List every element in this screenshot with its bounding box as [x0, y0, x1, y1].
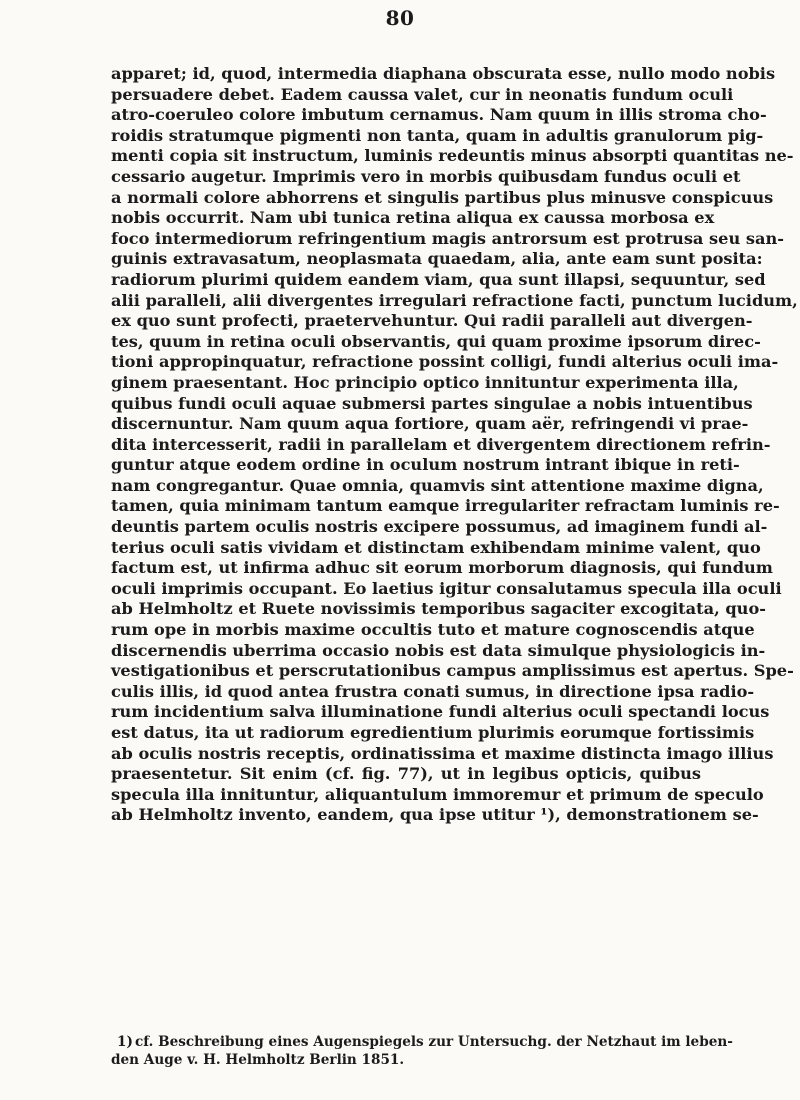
text-line: guinis extravasatum, neoplasmata quaedam, alia, ante eam sunt posita:: [111, 249, 763, 269]
text-line: quibus fundi oculi aquae submersi partes singulae a nobis intuentibus: [111, 393, 753, 413]
text-line: ab oculis nostris receptis, ordinatissima et maxime distincta imago illius: [111, 743, 774, 763]
text-line: dita intercesserit, radii in parallelam et divergentem directionem refrin-: [111, 434, 771, 454]
text-line: cessario augetur. Imprimis vero in morbis quibusdam fundus oculi et: [111, 166, 741, 186]
text-line: nobis occurrit. Nam ubi tunica retina aliqua ex caussa morbosa ex: [111, 208, 715, 228]
text-line: ab Helmholtz et Ruete novissimis temporibus sagaciter excogitata, quo-: [111, 599, 766, 619]
footnote-line: [111, 1034, 733, 1052]
text-line: discernuntur. Nam quum aqua fortiore, quam aër, refringendi vi prae-: [111, 414, 749, 434]
text-line: deuntis partem oculis nostris excipere possumus, ad imaginem fundi al-: [111, 517, 768, 537]
text-line: vestigationibus et perscrutationibus campus amplissimus est apertus. Spe-: [111, 661, 794, 681]
text-line: ab Helmholtz invento, eandem, qua ipse utitur ¹), demonstrationem se-: [111, 805, 759, 825]
text-line: factum est, ut infirma adhuc sit eorum morborum diagnosis, qui fundum: [111, 558, 773, 578]
text-line: a normali colore abhorrens et singulis partibus plus minusve conspicuus: [111, 187, 774, 207]
footnote: [111, 1034, 733, 1069]
text-line: specula illa innituntur, aliquantulum immoremur et primum de speculo: [111, 784, 764, 804]
footnote-marker: 1): [117, 1034, 133, 1050]
text-line: ginem praesentant. Hoc principio optico innituntur experimenta illa,: [111, 372, 739, 392]
text-line: est datus, ita ut radiorum egredientium plurimis eorumque fortissimis: [111, 723, 755, 742]
text-line: apparet; id, quod, intermedia diaphana obscurata esse, nullo modo nobis: [111, 64, 776, 83]
text-line: rum incidentium salva illuminatione fundi alterius oculi spectandi locus: [111, 702, 770, 722]
text-line: radiorum plurimi quidem eandem viam, qua sunt illapsi, sequuntur, sed: [111, 269, 766, 289]
text-line: alii paralleli, alii divergentes irregulari refractione facti, punctum lucidum,: [111, 290, 798, 310]
text-line: tioni appropinquatur, refractione possint colligi, fundi alterius oculi ima-: [111, 352, 779, 372]
text-line: terius oculi satis vividam et distinctam exhibendam minime valent, quo: [111, 537, 761, 557]
page-number: 80: [385, 6, 415, 30]
footnote-line: den Auge v. H. Helmholtz Berlin 1851.: [111, 1051, 405, 1068]
text-line: praesentetur. Sit enim (cf. fig. 77), ut in legibus opticis, quibus: [111, 764, 701, 784]
text-line: foco intermediorum refringentium magis antrorsum est protrusa seu san-: [111, 228, 784, 248]
text-line: roidis stratumque pigmenti non tanta, quam in adultis granulorum pig-: [111, 125, 764, 145]
text-line: atro-coeruleo colore imbutum cernamus. Nam quum in illis stroma cho-: [111, 105, 767, 125]
text-line: guntur atque eodem ordine in oculum nostrum intrant ibique in reti-: [111, 455, 740, 475]
text-line: rum ope in morbis maxime occultis tuto et mature cognoscendis atque: [111, 620, 755, 640]
text-line: tes, quum in retina oculi observantis, qui quam proxime ipsorum direc-: [111, 331, 761, 351]
footnote-text: cf. Beschreibung eines Augenspiegels zur Untersuchg. der Netzhaut im leben-: [135, 1034, 733, 1050]
text-line: persuadere debet. Eadem caussa valet, cur in neonatis fundum oculi: [111, 84, 734, 104]
text-line: oculi imprimis occupant. Eo laetius igitur consalutamus specula illa oculi: [111, 578, 782, 598]
text-line: tamen, quia minimam tantum eamque irregulariter refractam luminis re-: [111, 496, 780, 516]
text-line: discernendis uberrima occasio nobis est data simulque physiologicis in-: [111, 640, 766, 660]
text-line: culis illis, id quod antea frustra conati sumus, in directione ipsa radio-: [111, 681, 755, 701]
text-line: nam congregantur. Quae omnia, quamvis sint attentione maxime digna,: [111, 475, 764, 495]
body-text: [111, 64, 798, 826]
text-line: ex quo sunt profecti, praetervehuntur. Qui radii paralleli aut divergen-: [111, 311, 753, 331]
text-line: menti copia sit instructum, luminis redeuntis minus absorpti quantitas ne-: [111, 146, 794, 166]
